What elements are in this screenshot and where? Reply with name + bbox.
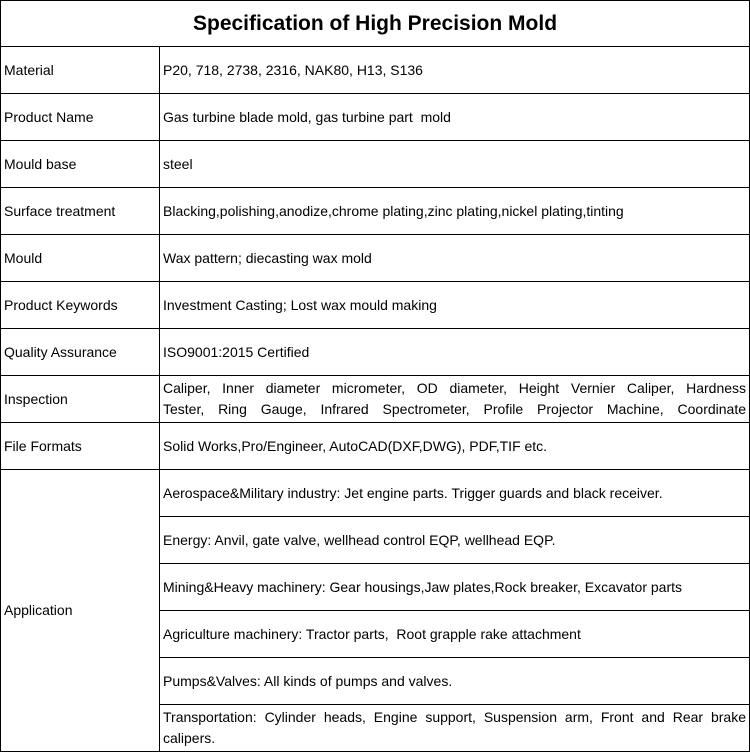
row-value-material: P20, 718, 2738, 2316, NAK80, H13, S136 [160,47,750,94]
inspection-line-1: Caliper, Inner diameter micrometer, OD diameter, Height Vernier Caliper, Hardness [163,380,747,396]
row-label-product-name: Product Name [1,94,160,141]
row-label-surface-treatment: Surface treatment [1,188,160,235]
row-value-surface-treatment: Blacking,polishing,anodize,chrome plating,zinc plating,nickel plating,tinting [160,188,750,235]
application-item: Agriculture machinery: Tractor parts, Root grapple rake attachment [160,611,750,658]
row-label-mould-base: Mould base [1,141,160,188]
row-label-application: Application [1,470,160,752]
application-item: Aerospace&Military industry: Jet engine parts. Trigger guards and black receiver. [160,470,750,517]
row-value-inspection [160,376,750,423]
transportation-line-1: Transportation: Cylinder heads, Engine support, Suspension arm, Front and Rear brake [163,709,747,725]
row-value-quality-assurance: ISO9001:2015 Certified [160,329,750,376]
row-value-mould-base: steel [160,141,750,188]
row-label-inspection: Inspection [1,376,160,423]
row-value-product-name: Gas turbine blade mold, gas turbine part mold [160,94,750,141]
row-value-mould: Wax pattern; diecasting wax mold [160,235,750,282]
row-label-mould: Mould [1,235,160,282]
transportation-line-2: calipers. [163,730,216,746]
row-label-file-formats: File Formats [1,423,160,470]
row-value-file-formats: Solid Works,Pro/Engineer, AutoCAD(DXF,DWG), PDF,TIF etc. [160,423,750,470]
application-item-transportation [160,705,750,752]
inspection-line-2: Tester, Ring Gauge, Infrared Spectrometer, Profile Projector Machine, Coordinate [163,401,747,417]
row-value-product-keywords: Investment Casting; Lost wax mould making [160,282,750,329]
application-item: Energy: Anvil, gate valve, wellhead control EQP, wellhead EQP. [160,517,750,564]
table-title: Specification of High Precision Mold [1,1,750,47]
row-label-quality-assurance: Quality Assurance [1,329,160,376]
row-label-product-keywords: Product Keywords [1,282,160,329]
application-item: Pumps&Valves: All kinds of pumps and valves. [160,658,750,705]
row-label-material: Material [1,47,160,94]
application-item: Mining&Heavy machinery: Gear housings,Jaw plates,Rock breaker, Excavator parts [160,564,750,611]
